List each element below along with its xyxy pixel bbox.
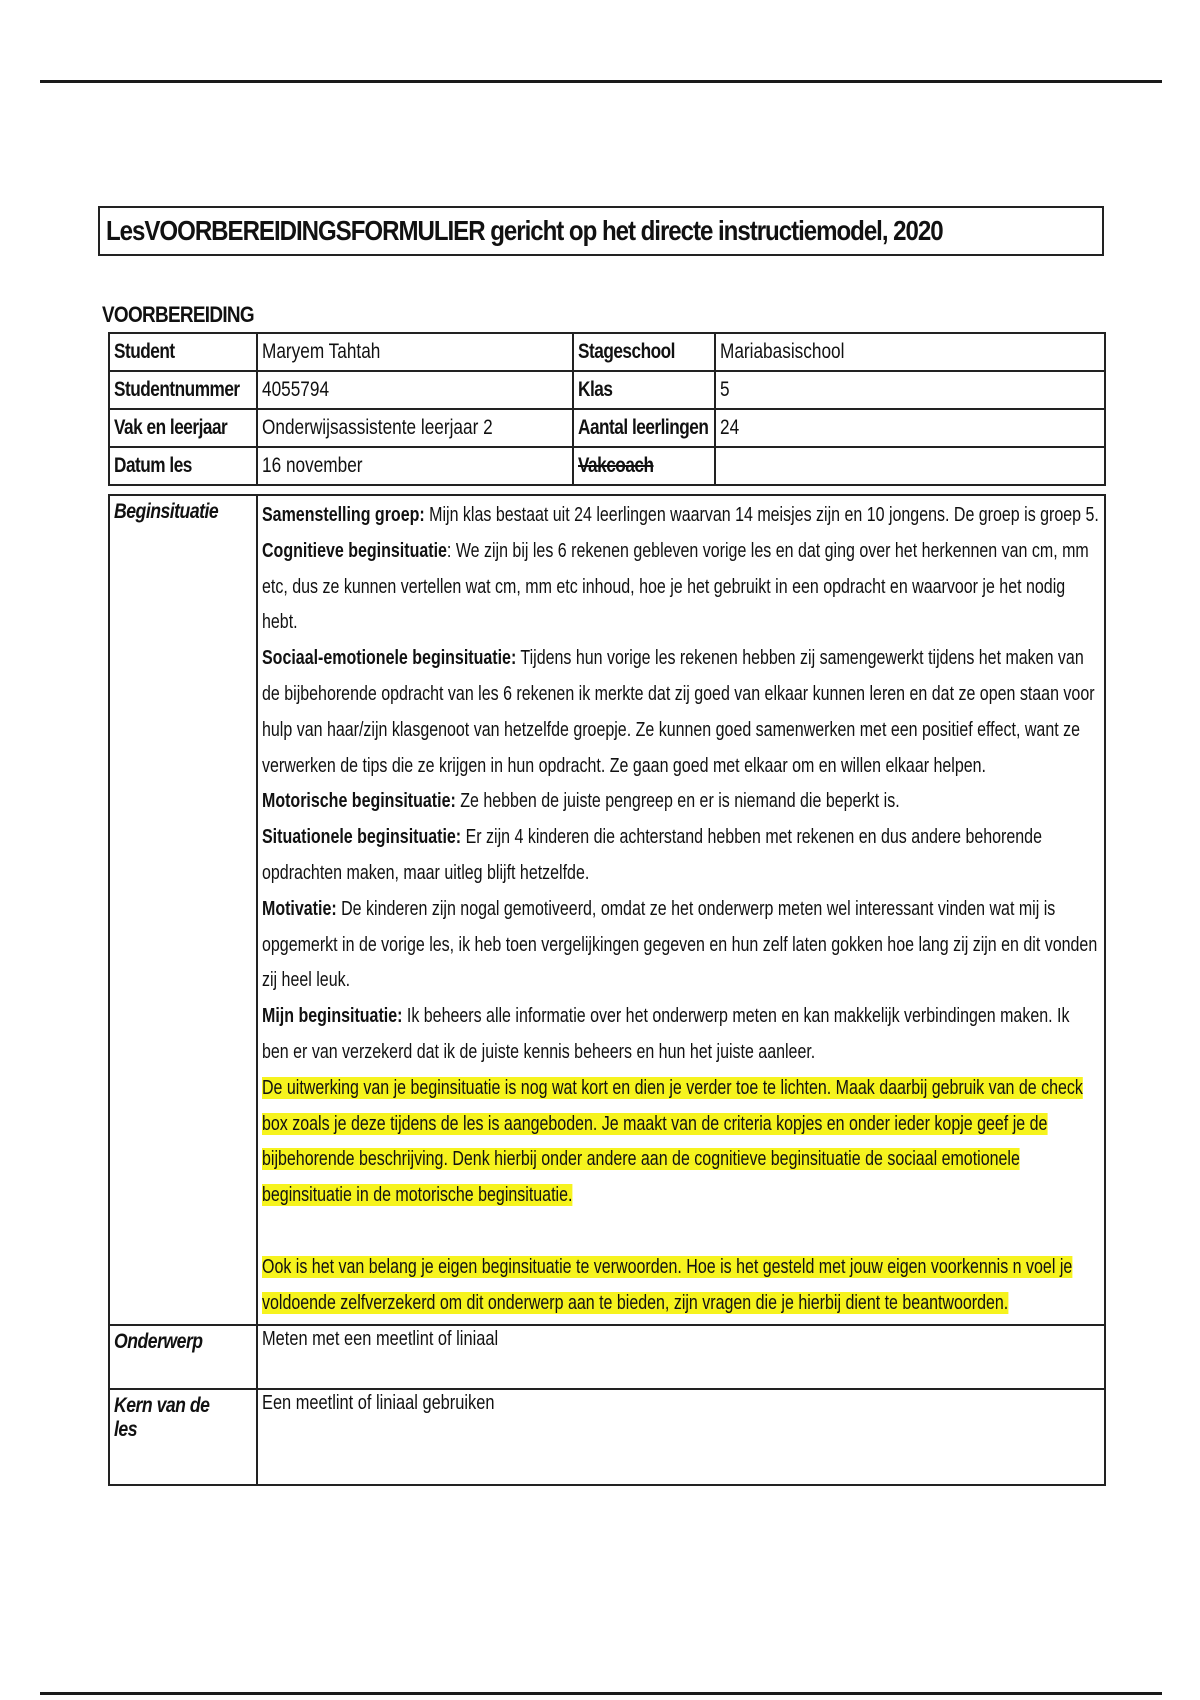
vak-value: Onderwijsassistente leerjaar 2	[257, 409, 573, 447]
situationeel-paragraph: Situationele beginsituatie: Er zijn 4 kinderen die achterstand hebben met rekenen en dus andere behorende opdrachten maken, maar uitleg blijft hetzelfde.	[262, 826, 1042, 884]
kern-label: Kern van de les	[109, 1389, 257, 1485]
table-row	[109, 409, 1105, 447]
lesson-table	[108, 494, 1106, 1486]
onderwerp-value: Meten met een meetlint of liniaal	[257, 1325, 1105, 1389]
info-table	[108, 332, 1106, 486]
studentnummer-value: 4055794	[257, 371, 573, 409]
beginsituatie-label: Beginsituatie	[109, 495, 257, 1325]
stageschool-value: Mariabasischool	[715, 333, 1105, 371]
vakcoach-label: Vakcoach	[573, 447, 715, 485]
beginsituatie-content	[257, 495, 1105, 1325]
aantal-value: 24	[715, 409, 1105, 447]
bottom-rule	[40, 1692, 1162, 1695]
sociaal-paragraph: Sociaal-emotionele beginsituatie: Tijdens hun vorige les rekenen hebben zij samengewerkt tijdens het maken van de bijbehorende opdracht van les 6 rekenen ik merkte dat zij goed van elkaar kunnen leren en dat ze open staan voor hulp van haar/zijn klasgenoot van hetzelfde groepje. Ze kunnen goed samenwerken met een positief effect, want ze verwerken de tips die ze krijgen in hun opdracht. Ze gaan goed met elkaar om en willen elkaar helpen.	[262, 647, 1095, 777]
student-label: Student	[109, 333, 257, 371]
table-row	[109, 447, 1105, 485]
table-row	[109, 371, 1105, 409]
stageschool-label: Stageschool	[573, 333, 715, 371]
motorisch-paragraph: Motorische beginsituatie: Ze hebben de juiste pengreep en er is niemand die beperkt is.	[262, 790, 900, 813]
table-row	[109, 1325, 1105, 1389]
klas-value: 5	[715, 371, 1105, 409]
samenstelling-paragraph: Samenstelling groep: Mijn klas bestaat uit 24 leerlingen waarvan 14 meisjes zijn en 10 jongens. De groep is groep 5.	[262, 504, 1099, 526]
form-title-box	[98, 206, 1104, 256]
table-row	[109, 333, 1105, 371]
datum-label: Datum les	[109, 447, 257, 485]
feedback-comment-1: De uitwerking van je beginsituatie is nog wat kort en dien je verder toe te lichten. Maak daarbij gebruik van de check box zoals je deze tijdens de les is aangeboden. Je maakt van de criteria kopjes en onder ieder kopje geef je de bijbehorende beschrijving. Denk hierbij onder andere aan de cognitieve beginsituatie de sociaal emotionele beginsituatie in de motorische beginsituatie.	[262, 1076, 1083, 1207]
section-heading: VOORBEREIDING	[102, 302, 254, 327]
vakcoach-value	[715, 447, 1105, 485]
feedback-comment-2: Ook is het van belang je eigen beginsituatie te verwoorden. Hoe is het gesteld met jouw eigen voorkennis n voel je voldoende zelfverzekerd om dit onderwerp aan te bieden, zijn vragen die je hierbij dient te beantwoorden.	[262, 1255, 1073, 1314]
vak-label: Vak en leerjaar	[109, 409, 257, 447]
onderwerp-label: Onderwerp	[109, 1325, 257, 1389]
form-title: LesVOORBEREIDINGSFORMULIER gericht op het directe instructiemodel, 2020	[106, 215, 943, 246]
mijn-paragraph: Mijn beginsituatie: Ik beheers alle informatie over het onderwerp meten en kan makkelijk verbindingen maken. Ik ben er van verzekerd dat ik de juiste kennis beheers en hun het juiste aanleer.	[262, 1005, 1070, 1063]
student-value: Maryem Tahtah	[257, 333, 573, 371]
kern-value: Een meetlint of liniaal gebruiken	[257, 1389, 1105, 1485]
datum-value: 16 november	[257, 447, 573, 485]
aantal-label: Aantal leerlingen	[573, 409, 715, 447]
table-row	[109, 495, 1105, 1325]
klas-label: Klas	[573, 371, 715, 409]
motivatie-paragraph: Motivatie: De kinderen zijn nogal gemotiveerd, omdat ze het onderwerp meten wel interessant vinden wat mij is opgemerkt in de vorige les, ik heb toen vergelijkingen gegeven en hun zelf laten gokken hoe lang zij zijn en dit vonden zij heel leuk.	[262, 897, 1098, 992]
cognitief-paragraph: Cognitieve beginsituatie: We zijn bij les 6 rekenen gebleven vorige les en dat ging over het herkennen van cm, mm etc, dus ze kunnen vertellen wat cm, mm etc inhoud, hoe je het gebruikt in een opdracht en waarvoor je het nodig hebt.	[262, 539, 1089, 634]
top-rule	[40, 80, 1162, 83]
table-row	[109, 1389, 1105, 1485]
studentnummer-label: Studentnummer	[109, 371, 257, 409]
